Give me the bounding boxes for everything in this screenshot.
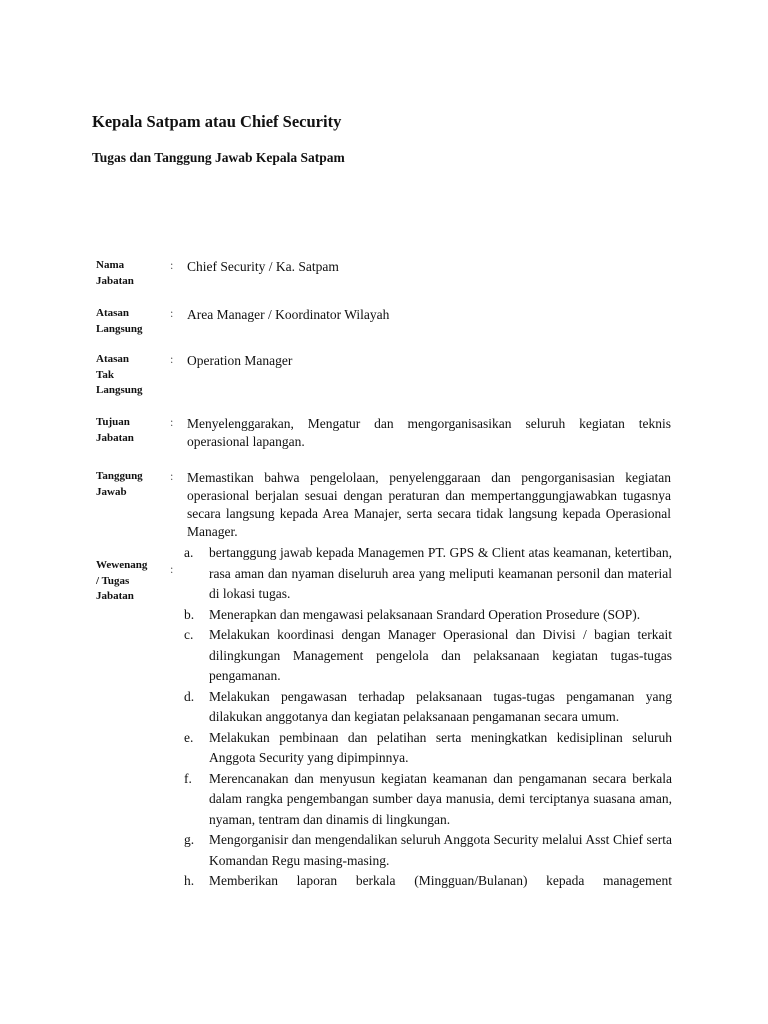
list-marker: a.: [184, 545, 194, 560]
list-marker: d.: [184, 688, 195, 704]
field-value: Operation Manager: [187, 353, 293, 368]
field-value: Memastikan bahwa pengelolaan, penyelenggaraan dan pengorganisasian kegiatan operasional berjalan sesuai dengan peraturan dan mempertanggungjawabkan tugasnya secara langsung kepada Area Manajer, serta secara tidak langsung kepada Operasional Manager.: [187, 470, 671, 539]
label-line: Tak: [96, 368, 114, 381]
label-line: Tujuan: [96, 416, 130, 428]
list-marker: g.: [184, 832, 195, 847]
list-item-text: bertanggung jawab kepada Managemen PT. GPS & Client atas keamanan, ketertiban, rasa aman dan nyaman diseluruh area yang meliputi keamanan personil dan material di lokasi tugas.: [209, 545, 672, 601]
field-separator: :: [170, 258, 174, 272]
field-value: Chief Security / Ka. Satpam: [187, 259, 339, 274]
list-item: [186, 728, 672, 769]
field-value: Menyelenggarakan, Mengatur dan mengorganisasikan seluruh kegiatan teknis operasional lapangan.: [187, 416, 671, 449]
label-line: Jabatan: [96, 590, 134, 602]
field-label: [96, 558, 162, 605]
list-item: [186, 605, 672, 626]
list-marker: c.: [184, 627, 194, 642]
list-item-text: Merencanakan dan menyusun kegiatan keamanan dan pengamanan secara berkala dalam rangka pengembangan sumber daya manusia, demi terciptanya suasana aman, nyaman, tentram dan dinamis di lingkungan.: [209, 770, 672, 827]
list-item-text: Mengorganisir dan mengendalikan seluruh Anggota Security melalui Asst Chief serta Komandan Regu masing-masing.: [209, 832, 672, 868]
list-item-text: Memberikan laporan berkala (Mingguan/Bulanan) kepada management: [209, 873, 672, 888]
field-separator: :: [170, 562, 174, 576]
list-item: [186, 871, 672, 892]
list-marker: h.: [184, 873, 195, 888]
list-item: [186, 830, 672, 871]
field-label: [96, 469, 162, 500]
field-value: Area Manager / Koordinator Wilayah: [187, 307, 390, 322]
label-line: Tanggung: [96, 470, 143, 482]
list-item-text: Melakukan pengawasan terhadap pelaksanaan tugas-tugas pengamanan yang dilakukan anggotanya dan kegiatan pelaksanaan pengamanan secara umum.: [209, 688, 672, 724]
field-label: [96, 306, 162, 337]
document-title: Kepala Satpam atau Chief Security: [92, 112, 342, 131]
label-line: Jabatan: [96, 431, 134, 444]
list-item: [186, 687, 672, 728]
field-separator: :: [170, 306, 174, 320]
list-item: [186, 625, 672, 687]
list-marker: b.: [184, 606, 195, 622]
label-line: Jawab: [96, 485, 127, 498]
label-line: / Tugas: [96, 574, 130, 587]
list-marker: e.: [184, 729, 194, 745]
list-item-text: Melakukan pembinaan dan pelatihan serta meningkatkan kedisiplinan seluruh Anggota Security yang dipimpinnya.: [209, 729, 672, 765]
label-line: Wewenang: [96, 559, 148, 571]
label-line: Jabatan: [96, 274, 134, 287]
label-line: Nama: [96, 259, 125, 271]
field-separator: :: [170, 415, 174, 429]
list-item-text: Melakukan koordinasi dengan Manager Operasional dan Divisi / bagian terkait dilingkungan Management pengelola dan pelaksanaan kegiatan tugas-tugas pengamanan.: [209, 627, 672, 683]
document-subtitle: Tugas dan Tanggung Jawab Kepala Satpam: [92, 150, 345, 165]
list-item: [186, 543, 672, 605]
duties-list: [186, 543, 672, 892]
list-marker: f.: [184, 770, 192, 786]
field-label: [96, 352, 162, 399]
label-line: Langsung: [96, 322, 143, 335]
field-label: [96, 258, 162, 289]
field-separator: :: [170, 469, 174, 483]
field-separator: :: [170, 352, 174, 366]
label-line: Langsung: [96, 384, 143, 396]
list-item-text: Menerapkan dan mengawasi pelaksanaan Srandard Operation Prosedure (SOP).: [209, 606, 641, 622]
label-line: Atasan: [96, 353, 130, 365]
label-line: Atasan: [96, 307, 130, 319]
field-label: [96, 415, 162, 446]
list-item: [186, 769, 672, 831]
